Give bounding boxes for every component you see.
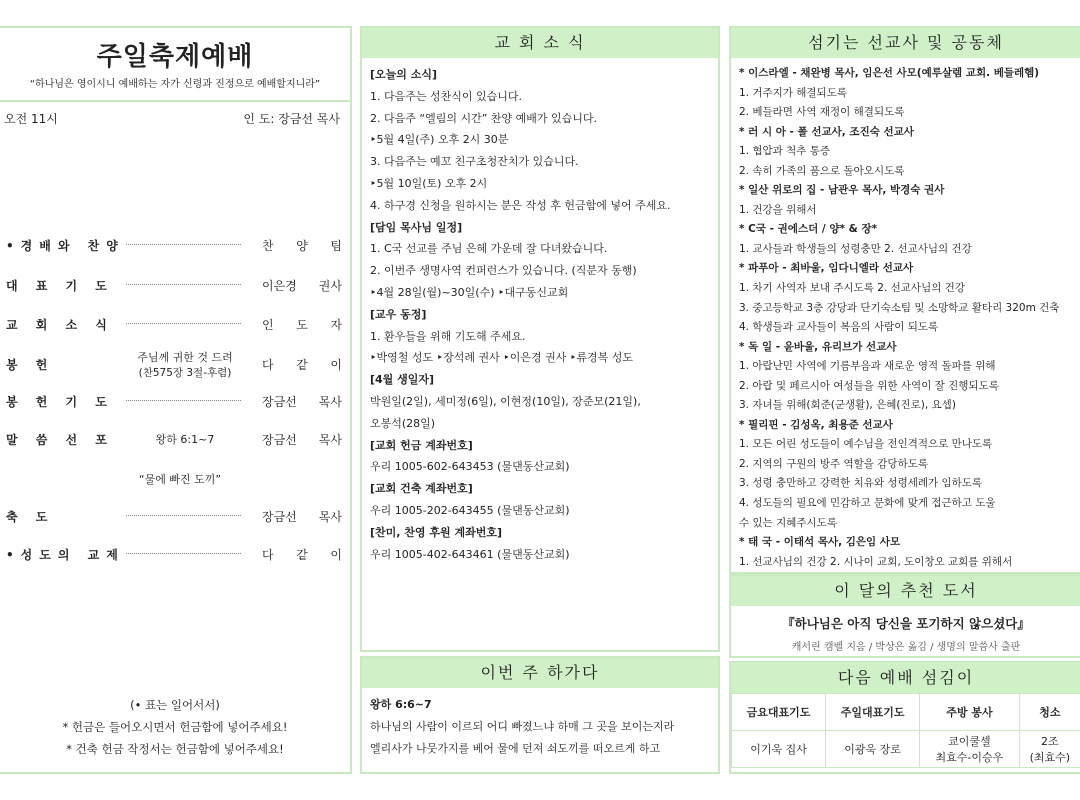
dotted-leader: [126, 400, 241, 401]
notes: [0, 694, 350, 760]
verse-line: 하나님의 사람이 이르되 어디 빠졌느냐 하매 그 곳을 보이는지라: [370, 719, 675, 733]
news-line: 우리 1005-202-643455 (물댄동산교회): [370, 503, 570, 517]
mission-entry-title: * 러 시 아 - 폴 선교사, 조진숙 선교사: [739, 125, 914, 138]
mission-entry-title: * 태 국 - 이태석 목사, 김은임 사모: [739, 536, 901, 549]
news-line: 2. 이번주 생명사역 컨퍼런스가 있습니다. (직분자 동행): [370, 264, 637, 278]
order-row: [0, 351, 350, 379]
mission-prayer-item: 2. 지역의 구원의 방주 역할을 감당하도록: [739, 457, 928, 470]
mission-prayer-item: 3. 중고등학교 3층 강당과 단기숙소팀 및 소망학교 활타리 320m 건축: [739, 301, 1060, 314]
table-header-cell: 주일대표기도: [826, 694, 920, 731]
next-servers-table: [731, 693, 1080, 768]
dotted-leader: [126, 553, 241, 554]
news-section-title: [오늘의 소식]: [370, 68, 438, 81]
order-person: 이은경 권사: [262, 279, 342, 293]
next-servers-header: 다음 예배 섬김이: [731, 663, 1080, 693]
order-label: 봉 헌 기 도: [6, 395, 114, 409]
news-line: 2. 다음주 “엘림의 시간” 찬양 예배가 있습니다.: [370, 111, 598, 125]
table-header-cell: 주방 봉사: [920, 694, 1020, 731]
order-detail: 주님께 귀한 것 드려: [137, 351, 233, 364]
order-person: 장금선 목사: [262, 395, 342, 409]
bulletin-title: 주일축제예배: [96, 42, 254, 72]
service-time: 오전 11시: [4, 112, 58, 126]
order-row: [0, 505, 350, 527]
order-label: 교 회 소 식: [6, 318, 114, 332]
verse-line: 엘리사가 나뭇가지를 베어 물에 던져 쇠도끼를 떠오르게 하고: [370, 741, 661, 755]
order-person: 다 같 이: [262, 358, 342, 372]
order-row: [0, 313, 350, 335]
table-row: [732, 731, 1080, 768]
mission-prayer-item: 1. 차기 사역자 보내 주시도록 2. 선교사님의 건강: [739, 282, 965, 295]
missions-header: 섬기는 선교사 및 공동체: [731, 28, 1080, 58]
mission-prayer-item: 2. 베들라면 사역 재정이 해결되도록: [739, 106, 905, 119]
mission-prayer-item: 4. 성도들의 필요에 민감하고 문화에 맞게 접근하고 도울: [739, 497, 996, 510]
mission-prayer-item: 1. 교사들과 학생들의 성령충만 2. 선교사님의 건강: [739, 242, 972, 255]
mission-prayer-item: 1. 모든 어린 성도들이 예수님을 전인격적으로 만나도록: [739, 438, 993, 451]
mission-entry-title: * 독 일 - 윤바울, 유리브가 선교사: [739, 340, 897, 353]
news-line: ‣4월 28일(월)~30일(수) ‣대구동신교회: [370, 285, 569, 299]
mission-entry-title: * 이스라엘 - 채완병 목사, 임은선 사모(예루살렘 교회. 베들레헴): [739, 67, 1040, 79]
mission-prayer-item: 수 있는 지혜주시도록: [739, 516, 837, 529]
book-header: 이 달의 추천 도서: [731, 576, 1080, 606]
news-line: 1. 환우들을 위해 기도해 주세요.: [370, 329, 526, 343]
mission-prayer-item: 1. 아랍난민 사역에 기름부음과 새로운 영적 돌파를 위해: [739, 360, 996, 373]
mission-entry-title: * 파푸아 - 최바울, 임다니엘라 선교사: [739, 262, 914, 275]
order-detail-sub: (찬575장 3절-후렴): [138, 367, 232, 379]
church-news-panel: [360, 26, 720, 652]
news-line: ‣5월 4일(주) 오후 2시 30분: [370, 133, 509, 147]
order-row: [0, 428, 350, 450]
worship-order-panel: [0, 26, 352, 774]
verse-reference: 왕하 6:6~7: [370, 698, 432, 711]
order-person: 장금선 목사: [262, 510, 342, 524]
news-line: 4. 하구경 신청을 원하시는 분은 작성 후 헌금함에 넣어 주세요.: [370, 198, 671, 212]
news-line: 우리 1005-602-643453 (물댄동산교회): [370, 460, 570, 474]
church-news-body: [362, 58, 718, 571]
order-person: 인 도 자: [262, 318, 342, 332]
table-cell: 이기욱 집사: [732, 731, 826, 768]
news-line: 박원일(2일), 세미정(6일), 이현정(10일), 장준모(21일),: [370, 394, 641, 408]
dotted-leader: [126, 284, 241, 285]
missions-panel: [729, 26, 1080, 574]
order-label: •경배와 찬양: [6, 239, 125, 253]
missions-body: [731, 58, 1080, 578]
news-section-title: [4월 생일자]: [370, 373, 435, 387]
book-panel: [729, 574, 1080, 658]
book-title: 『하나님은 아직 당신을 포기하지 않으셨다』: [782, 616, 1030, 631]
weekly-verse-body: [362, 688, 718, 765]
news-line: 1. 다음주는 성찬식이 있습니다.: [370, 89, 522, 103]
news-line: 3. 다음주는 예꼬 친구초청잔치가 있습니다.: [370, 155, 579, 169]
order-label: 말 씀 선 포: [6, 433, 114, 447]
news-section-title: [교우 동정]: [370, 307, 427, 321]
mission-prayer-item: 3. 자녀들 위해(회준(군생활), 은혜(진로), 요셉): [739, 399, 956, 412]
order-row: [0, 543, 350, 565]
mission-prayer-item: 2. 아랍 및 페르시아 여성들을 위한 사역이 잘 진행되도록: [739, 379, 999, 392]
order-label: •성도의 교제: [6, 548, 125, 562]
note-standing: (• 표는 일어서서): [130, 698, 220, 712]
order-label: 봉 헌: [6, 358, 55, 372]
order-row: [0, 234, 350, 256]
table-cell: 2조 (최효수): [1019, 731, 1080, 768]
order-row: [0, 274, 350, 296]
bulletin-subtitle: “하나님은 영이시니 예배하는 자가 신령과 진정으로 예배할지니라”: [29, 79, 321, 90]
news-line: 오봉석(28일): [370, 416, 436, 430]
mission-prayer-item: 1. 거주지가 해결되도록: [739, 86, 847, 99]
table-header-cell: 청소: [1019, 694, 1080, 731]
mission-prayer-item: 1. 선교사님의 건강 2. 시나이 교회, 도이창오 교회를 위해서: [739, 555, 1013, 568]
news-section-title: [담임 목사님 일정]: [370, 220, 463, 234]
service-meta: [0, 102, 350, 127]
table-cell: 이광욱 장로: [826, 731, 920, 768]
weekly-verse-panel: [360, 656, 720, 774]
news-line: ‣박영철 성도 ‣장석례 권사 ‣이은경 권사 ‣류경복 성도: [370, 351, 633, 365]
order-person: 찬 양 팀: [262, 239, 342, 253]
mission-entry-title: * 필리핀 - 김성옥, 최용준 선교사: [739, 418, 893, 431]
mission-entry-title: * C국 - 권에스더 / 양* & 장*: [739, 223, 878, 236]
order-label: 대 표 기 도: [6, 279, 114, 293]
book-info: 캐서린 캠벨 지음 / 박상은 옮김 / 생명의 말씀사 출판: [791, 642, 1021, 653]
mission-prayer-item: 1. 협압과 척추 통증: [739, 145, 831, 158]
news-line: 우리 1005-402-643461 (물댄동산교회): [370, 547, 570, 561]
news-section-title: [교회 건축 계좌번호]: [370, 482, 473, 496]
dotted-leader: [126, 244, 241, 245]
table-header-cell: 금요대표기도: [732, 694, 826, 731]
mission-prayer-item: 2. 속히 가족의 품으로 돌아오시도록: [739, 164, 905, 177]
mission-prayer-item: 3. 성령 충만하고 강력한 치유와 성령세례가 임하도록: [739, 477, 983, 490]
dotted-leader: [126, 515, 241, 516]
order-person: 다 같 이: [262, 548, 342, 562]
church-news-header: 교 회 소 식: [362, 28, 718, 58]
order-label: 축 도: [6, 510, 55, 524]
note-offering: * 헌금은 들어오시면서 헌금함에 넣어주세요!: [62, 720, 288, 734]
order-detail: “물에 빠진 도끼”: [138, 473, 222, 486]
service-leader: 인 도: 장금선 목사: [243, 112, 340, 126]
news-line: 1. C국 선교를 주님 은혜 가운데 잘 다녀왔습니다.: [370, 242, 608, 256]
dotted-leader: [126, 323, 241, 324]
order-person: 장금선 목사: [262, 433, 342, 447]
news-section-title: [찬미, 찬영 후원 계좌번호]: [370, 525, 502, 539]
weekly-verse-header: 이번 주 하가다: [362, 658, 718, 688]
table-cell: 쿄이쿨셀 최효수-이승우: [920, 731, 1020, 768]
news-line: ‣5월 10일(토) 오후 2시: [370, 176, 488, 190]
mission-prayer-item: 1. 건강을 위해서: [739, 203, 817, 216]
mission-prayer-item: 4. 학생들과 교사들이 복음의 사람이 되도록: [739, 321, 939, 334]
news-section-title: [교회 헌금 계좌번호]: [370, 438, 473, 452]
table-header-row: [732, 694, 1080, 731]
order-row: [0, 390, 350, 412]
order-row: [0, 468, 350, 490]
note-building: * 건축 헌금 작정서는 헌금함에 넣어주세요!: [66, 742, 284, 756]
order-detail: 왕하 6:1~7: [155, 433, 215, 446]
next-servers-panel: [729, 661, 1080, 774]
mission-entry-title: * 일산 위로의 집 - 남관우 목사, 박경숙 권사: [739, 184, 945, 197]
